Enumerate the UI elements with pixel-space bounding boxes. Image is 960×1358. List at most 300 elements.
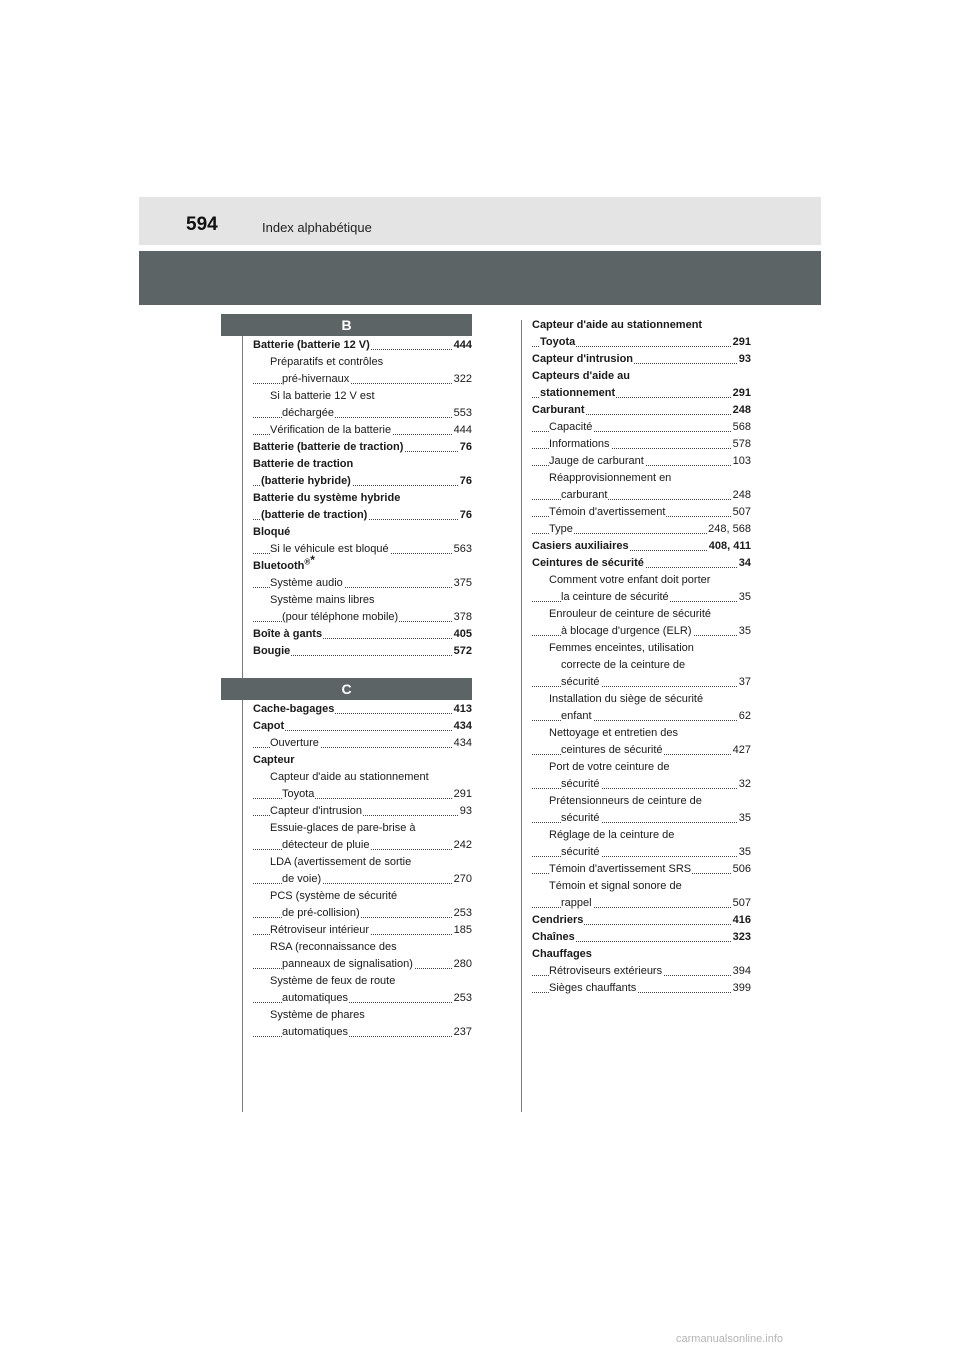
index-entry xyxy=(532,589,751,606)
page-number: 594 xyxy=(186,214,218,235)
page-reference: 35 xyxy=(738,844,751,861)
index-entry xyxy=(253,643,472,660)
index-term: Système de phares xyxy=(270,1009,365,1021)
page-reference: 253 xyxy=(453,990,472,1007)
index-entry xyxy=(532,453,751,470)
index-term: Capot xyxy=(253,720,285,732)
index-entry xyxy=(253,837,472,854)
index-term: Toyota xyxy=(540,336,576,348)
index-entry-text xyxy=(270,973,396,990)
page-reference: 291 xyxy=(732,334,751,351)
index-term: Sièges chauffants xyxy=(549,982,637,994)
index-term: Système mains libres xyxy=(270,594,375,606)
index-entry-text xyxy=(549,861,692,878)
page-reference: 76 xyxy=(459,439,472,456)
index-entry xyxy=(253,592,472,609)
index-entry-text xyxy=(282,990,349,1007)
index-entry-text xyxy=(561,810,601,827)
index-entry-text xyxy=(549,759,670,776)
index-entry-text xyxy=(270,854,412,871)
index-entry-text xyxy=(282,371,350,388)
index-entry-text xyxy=(561,895,593,912)
index-entry-text xyxy=(549,963,663,980)
index-term: panneaux de signalisation) xyxy=(282,958,413,970)
index-entry-text xyxy=(549,640,695,657)
index-term: Installation du siège de sécurité xyxy=(549,693,704,705)
index-entry xyxy=(253,803,472,820)
index-entry-text xyxy=(270,769,430,786)
page-reference: 394 xyxy=(732,963,751,980)
page-reference: 399 xyxy=(732,980,751,997)
index-entry-text xyxy=(261,507,368,524)
index-entry-text xyxy=(532,402,586,419)
index-term: Prétensionneurs de ceinture de xyxy=(549,795,702,807)
index-term: Bougie xyxy=(253,645,291,657)
index-entry-text xyxy=(549,725,679,742)
index-entry-text xyxy=(282,1024,349,1041)
index-entry xyxy=(532,912,751,929)
index-term: Cache-bagages xyxy=(253,703,335,715)
index-term: Essuie-glaces de pare-brise à xyxy=(270,822,416,834)
index-term: Ceintures de sécurité xyxy=(532,557,644,569)
page-reference: 76 xyxy=(459,473,472,490)
index-term: Boîte à gants xyxy=(253,628,323,640)
index-entry-text xyxy=(532,368,631,385)
index-entry-text xyxy=(532,946,593,963)
index-entry-text xyxy=(282,871,322,888)
page-reference: 563 xyxy=(453,541,472,558)
index-entry-text xyxy=(549,470,672,487)
index-entry xyxy=(532,351,751,368)
index-entry-text xyxy=(253,553,316,575)
page-reference: 103 xyxy=(732,453,751,470)
index-entry-text xyxy=(270,735,320,752)
index-term: Capacité xyxy=(549,421,593,433)
index-entry xyxy=(253,354,472,371)
page-reference: 280 xyxy=(453,956,472,973)
index-term: Enrouleur de ceinture de sécurité xyxy=(549,608,712,620)
index-entry-text xyxy=(253,456,354,473)
index-entry xyxy=(253,541,472,558)
index-entry-text xyxy=(549,436,611,453)
index-entry-text xyxy=(549,827,675,844)
index-entry xyxy=(532,691,751,708)
index-entry xyxy=(253,871,472,888)
index-entry xyxy=(532,334,751,351)
index-term: Ouverture xyxy=(270,737,319,749)
page-reference: 427 xyxy=(732,742,751,759)
index-entry xyxy=(253,553,472,575)
index-entry xyxy=(253,575,472,592)
page-reference: 248, 568 xyxy=(707,521,751,538)
index-entry-text xyxy=(561,844,601,861)
index-entry xyxy=(532,810,751,827)
index-entry xyxy=(532,759,751,776)
index-entry-text xyxy=(270,888,398,905)
index-term: Capteur d'aide au stationnement xyxy=(532,319,703,331)
index-entry-text xyxy=(270,422,392,439)
index-entry-text xyxy=(549,504,666,521)
index-term: sécurité xyxy=(561,778,600,790)
index-entry-text xyxy=(561,589,670,606)
index-entry xyxy=(532,572,751,589)
header-dark-band xyxy=(139,251,821,305)
index-entry xyxy=(253,337,472,354)
index-term: Système de feux de route xyxy=(270,975,396,987)
index-entry-text xyxy=(253,439,404,456)
column-divider-right xyxy=(521,320,522,1112)
index-term: Témoin et signal sonore de xyxy=(549,880,682,892)
index-term: sécurité xyxy=(561,846,600,858)
index-entry xyxy=(532,521,751,538)
index-entry-text xyxy=(253,643,291,660)
index-term: Capteur d'aide au stationnement xyxy=(270,771,429,783)
page-reference: 413 xyxy=(453,701,472,718)
page-reference: 253 xyxy=(453,905,472,922)
index-entry xyxy=(532,878,751,895)
index-entry-text xyxy=(253,701,335,718)
page-reference: 35 xyxy=(738,623,751,640)
index-term: correcte de la ceinture de xyxy=(561,659,686,671)
index-term: Batterie (batterie 12 V) xyxy=(253,339,370,351)
index-entry xyxy=(532,861,751,878)
index-entry xyxy=(253,456,472,473)
index-entry-text xyxy=(270,939,398,956)
footnote-asterisk: * xyxy=(310,553,315,567)
index-entry xyxy=(532,674,751,691)
page-reference: 578 xyxy=(732,436,751,453)
index-entry-text xyxy=(282,609,399,626)
index-term: Comment votre enfant doit porter xyxy=(549,574,711,586)
page-reference: 248 xyxy=(732,487,751,504)
index-term: Carburant xyxy=(532,404,585,416)
page-reference: 35 xyxy=(738,589,751,606)
index-term: (batterie hybride) xyxy=(261,475,351,487)
page-reference: 237 xyxy=(453,1024,472,1041)
header-band xyxy=(139,197,821,245)
index-entry xyxy=(253,990,472,1007)
index-entry xyxy=(253,1007,472,1024)
index-entry xyxy=(253,905,472,922)
index-entry-text xyxy=(532,555,645,572)
index-entry xyxy=(532,606,751,623)
index-entry xyxy=(253,626,472,643)
index-term: Chaînes xyxy=(532,931,575,943)
index-entry xyxy=(253,422,472,439)
index-term: Femmes enceintes, utilisation xyxy=(549,642,694,654)
index-entry-text xyxy=(561,487,608,504)
index-term: rappel xyxy=(561,897,592,909)
index-entry xyxy=(532,725,751,742)
index-entry-text xyxy=(549,793,703,810)
column-divider-left xyxy=(242,336,243,1112)
index-entry-text xyxy=(270,803,363,820)
index-entry-text xyxy=(549,980,637,997)
index-entry-text xyxy=(549,878,683,895)
index-term: enfant xyxy=(561,710,592,722)
index-term: Bloqué xyxy=(253,526,291,538)
index-term: de pré-collision) xyxy=(282,907,360,919)
index-entry xyxy=(253,786,472,803)
index-term: Capteur d'intrusion xyxy=(270,805,362,817)
index-entry xyxy=(532,742,751,759)
index-term: Cendriers xyxy=(532,914,584,926)
index-entry xyxy=(532,640,751,657)
index-term: Capteur xyxy=(253,754,295,766)
registered-mark: ® xyxy=(304,557,311,567)
index-term: Chauffages xyxy=(532,948,592,960)
page-reference: 323 xyxy=(732,929,751,946)
index-entry xyxy=(253,490,472,507)
index-entry xyxy=(253,718,472,735)
index-entry xyxy=(532,895,751,912)
index-entry xyxy=(532,708,751,725)
index-entry xyxy=(532,946,751,963)
page-reference: 375 xyxy=(453,575,472,592)
index-entry xyxy=(253,973,472,990)
index-list-b xyxy=(253,337,472,660)
index-term: Rétroviseur intérieur xyxy=(270,924,370,936)
section-header-b: B xyxy=(221,314,472,336)
index-entry xyxy=(532,623,751,640)
index-term: Informations xyxy=(549,438,610,450)
index-list-c-continued xyxy=(532,317,751,997)
index-entry-text xyxy=(561,776,601,793)
index-term: Type xyxy=(549,523,573,535)
index-entry xyxy=(532,538,751,555)
index-entry xyxy=(253,609,472,626)
index-entry-text xyxy=(270,1007,366,1024)
index-entry xyxy=(532,436,751,453)
page-reference: 444 xyxy=(453,337,472,354)
index-term: détecteur de pluie xyxy=(282,839,370,851)
index-term: de voie) xyxy=(282,873,322,885)
index-entry-text xyxy=(561,708,593,725)
index-entry xyxy=(532,555,751,572)
index-term: Si la batterie 12 V est xyxy=(270,390,375,402)
index-entry-text xyxy=(253,718,285,735)
page-reference: 93 xyxy=(459,803,472,820)
index-entry xyxy=(253,854,472,871)
index-entry-text xyxy=(549,606,712,623)
index-term: Batterie de traction xyxy=(253,458,354,470)
index-entry xyxy=(253,922,472,939)
index-entry-text xyxy=(549,572,711,589)
index-entry-text xyxy=(561,657,686,674)
index-entry xyxy=(253,752,472,769)
page-reference: 93 xyxy=(738,351,751,368)
index-entry xyxy=(253,888,472,905)
index-entry xyxy=(253,439,472,456)
index-entry xyxy=(532,929,751,946)
index-entry xyxy=(532,844,751,861)
index-entry-text xyxy=(540,385,616,402)
index-entry-text xyxy=(549,521,574,538)
index-entry-text xyxy=(561,674,601,691)
page-reference: 248 xyxy=(732,402,751,419)
index-entry-text xyxy=(282,837,370,854)
index-entry xyxy=(253,507,472,524)
index-term: Batterie du système hybride xyxy=(253,492,401,504)
index-term: Casiers auxiliaires xyxy=(532,540,629,552)
index-entry xyxy=(253,769,472,786)
page-reference: 62 xyxy=(738,708,751,725)
index-term: ceintures de sécurité xyxy=(561,744,663,756)
index-term: la ceinture de sécurité xyxy=(561,591,669,603)
index-entry-text xyxy=(253,626,323,643)
page-reference: 572 xyxy=(453,643,472,660)
index-term: (pour téléphone mobile) xyxy=(282,611,399,623)
index-term: carburant xyxy=(561,489,608,501)
index-term: LDA (avertissement de sortie xyxy=(270,856,412,868)
index-entry-text xyxy=(561,742,664,759)
page-reference: 408, 411 xyxy=(708,538,751,555)
index-entry-text xyxy=(253,490,401,507)
index-entry-text xyxy=(282,405,335,422)
index-term: Rétroviseurs extérieurs xyxy=(549,965,663,977)
page-reference: 405 xyxy=(453,626,472,643)
index-entry xyxy=(532,470,751,487)
page-reference: 242 xyxy=(453,837,472,854)
index-entry-text xyxy=(532,912,584,929)
index-entry xyxy=(532,657,751,674)
index-entry-text xyxy=(532,317,703,334)
index-entry-text xyxy=(261,473,352,490)
index-entry-text xyxy=(270,388,376,405)
index-term: Capteurs d'aide au xyxy=(532,370,630,382)
index-term: à blocage d'urgence (ELR) xyxy=(561,625,692,637)
index-entry xyxy=(532,487,751,504)
index-entry xyxy=(532,963,751,980)
index-entry xyxy=(253,405,472,422)
index-entry-text xyxy=(253,524,291,541)
index-term: Réglage de la ceinture de xyxy=(549,829,675,841)
page-reference: 291 xyxy=(453,786,472,803)
index-entry xyxy=(532,419,751,436)
index-entry-text xyxy=(549,691,704,708)
index-term: sécurité xyxy=(561,676,600,688)
page-reference: 416 xyxy=(732,912,751,929)
index-entry-text xyxy=(561,623,693,640)
index-term: PCS (système de sécurité xyxy=(270,890,398,902)
index-entry xyxy=(532,317,751,334)
index-entry xyxy=(253,735,472,752)
page-reference: 434 xyxy=(453,718,472,735)
page-reference: 270 xyxy=(453,871,472,888)
index-entry xyxy=(253,473,472,490)
index-entry-text xyxy=(270,575,344,592)
index-entry-text xyxy=(549,453,645,470)
page-reference: 322 xyxy=(453,371,472,388)
index-term: Préparatifs et contrôles xyxy=(270,356,384,368)
page-reference: 568 xyxy=(732,419,751,436)
page-reference: 76 xyxy=(459,507,472,524)
index-list-c xyxy=(253,701,472,1041)
index-term: Témoin d'avertissement xyxy=(549,506,666,518)
index-entry xyxy=(532,402,751,419)
page-reference: 507 xyxy=(732,504,751,521)
index-term: sécurité xyxy=(561,812,600,824)
index-entry-text xyxy=(532,351,634,368)
index-entry-text xyxy=(549,419,593,436)
index-term: Bluetooth xyxy=(253,560,305,572)
index-term: automatiques xyxy=(282,992,349,1004)
section-header-c: C xyxy=(221,678,472,700)
index-entry-text xyxy=(253,752,296,769)
page-reference: 553 xyxy=(453,405,472,422)
index-entry xyxy=(532,385,751,402)
index-entry-text xyxy=(270,354,384,371)
index-entry xyxy=(532,368,751,385)
index-entry xyxy=(253,939,472,956)
page-reference: 185 xyxy=(453,922,472,939)
index-term: automatiques xyxy=(282,1026,349,1038)
index-term: stationnement xyxy=(540,387,616,399)
index-term: Jauge de carburant xyxy=(549,455,644,467)
index-entry-text xyxy=(253,337,371,354)
page-reference: 37 xyxy=(738,674,751,691)
index-entry xyxy=(253,371,472,388)
index-entry xyxy=(532,776,751,793)
index-term: Si le véhicule est bloqué xyxy=(270,543,389,555)
watermark: carmanualsonline.info xyxy=(676,1333,784,1345)
page-reference: 35 xyxy=(738,810,751,827)
index-entry-text xyxy=(282,786,315,803)
index-entry-text xyxy=(270,820,417,837)
index-entry xyxy=(253,388,472,405)
index-entry-text xyxy=(540,334,576,351)
index-entry xyxy=(253,701,472,718)
index-entry xyxy=(253,1024,472,1041)
page-reference: 34 xyxy=(738,555,751,572)
index-term: Batterie (batterie de traction) xyxy=(253,441,404,453)
page-reference: 378 xyxy=(453,609,472,626)
index-entry-text xyxy=(270,922,370,939)
index-term: Témoin d'avertissement SRS xyxy=(549,863,692,875)
index-entry xyxy=(532,504,751,521)
page-reference: 32 xyxy=(738,776,751,793)
index-term: (batterie de traction) xyxy=(261,509,368,521)
index-entry-text xyxy=(532,929,576,946)
index-entry-text xyxy=(270,592,376,609)
index-entry xyxy=(253,956,472,973)
page-reference: 507 xyxy=(732,895,751,912)
page-reference: 291 xyxy=(732,385,751,402)
index-term: Vérification de la batterie xyxy=(270,424,392,436)
page-title: Index alphabétique xyxy=(262,220,372,235)
index-entry-text xyxy=(282,956,414,973)
index-entry xyxy=(532,827,751,844)
index-term: Port de votre ceinture de xyxy=(549,761,670,773)
index-entry xyxy=(532,980,751,997)
index-term: Toyota xyxy=(282,788,315,800)
page-reference: 506 xyxy=(732,861,751,878)
index-term: déchargée xyxy=(282,407,334,419)
index-term: Système audio xyxy=(270,577,343,589)
index-entry-text xyxy=(532,538,630,555)
index-entry xyxy=(532,793,751,810)
index-term: Réapprovisionnement en xyxy=(549,472,672,484)
page-reference: 434 xyxy=(453,735,472,752)
index-entry-text xyxy=(270,541,390,558)
index-term: Nettoyage et entretien des xyxy=(549,727,679,739)
index-entry xyxy=(253,524,472,541)
page-reference: 444 xyxy=(453,422,472,439)
index-term: RSA (reconnaissance des xyxy=(270,941,397,953)
index-entry-text xyxy=(282,905,361,922)
index-term: pré-hivernaux xyxy=(282,373,350,385)
index-entry xyxy=(253,820,472,837)
